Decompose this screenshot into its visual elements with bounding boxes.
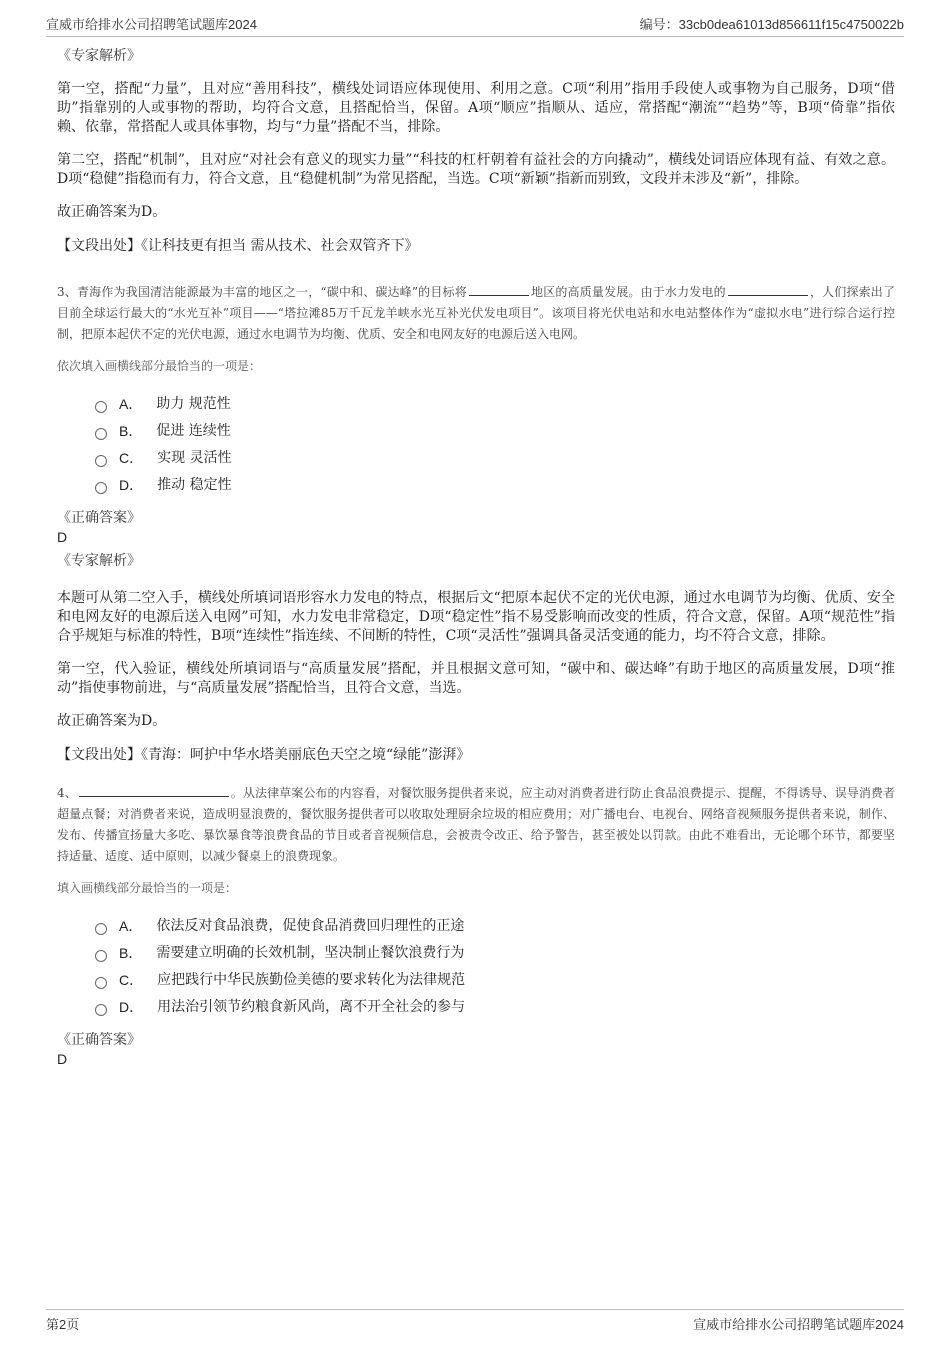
- q2-source: 【文段出处】《让科技更有担当 需从技术、社会双管齐下》: [57, 238, 419, 254]
- footer-page-number: 第2页: [46, 1317, 80, 1332]
- option-letter: C．: [119, 972, 144, 988]
- q4-option-b[interactable]: [95, 940, 895, 967]
- option-letter: D．: [119, 999, 144, 1015]
- option-text: 依法反对食品浪费，促使食品消费回归理性的正途: [156, 918, 465, 934]
- radio-icon[interactable]: [95, 923, 107, 935]
- q3-conclusion: 故正确答案为D。: [57, 713, 167, 729]
- q3-option-c[interactable]: [95, 445, 895, 472]
- q3-answer: D: [57, 529, 68, 545]
- option-letter: A．: [119, 396, 143, 412]
- radio-icon[interactable]: [95, 1004, 107, 1016]
- q3-source: 【文段出处】《青海：呵护中华水塔美丽底色天空之境“绿能”澎湃》: [57, 747, 471, 763]
- q4-option-a[interactable]: [95, 913, 895, 940]
- q4-options: [95, 913, 895, 1021]
- option-text: 推动 稳定性: [157, 477, 232, 493]
- document-body: [57, 46, 895, 1073]
- option-text: 用法治引领节约粮食新风尚，离不开全社会的参与: [157, 999, 466, 1015]
- q3-stem: [57, 282, 895, 345]
- radio-icon[interactable]: [95, 950, 107, 962]
- option-text: 应把践行中华民族勤俭美德的要求转化为法律规范: [157, 972, 466, 988]
- q4-option-d[interactable]: [95, 994, 895, 1021]
- footer-title: 宣威市给排水公司招聘笔试题库2024: [693, 1317, 904, 1332]
- q4-stem: [57, 783, 895, 867]
- option-text: 需要建立明确的长效机制，坚决制止餐饮浪费行为: [156, 945, 465, 961]
- radio-icon[interactable]: [95, 977, 107, 989]
- radio-icon[interactable]: [95, 428, 107, 440]
- q2-conclusion: 故正确答案为D。: [57, 204, 167, 220]
- q4-stem-part-a: 4、: [57, 786, 77, 800]
- q3-blank-1[interactable]: [469, 283, 529, 296]
- header-title: 宣威市给排水公司招聘笔试题库2024: [46, 17, 257, 32]
- option-text: 实现 灵活性: [157, 450, 232, 466]
- q3-stem-part-c: ，人们探索出了目前全球运行最大的“水光互补”项目——“塔拉滩85万千瓦龙羊峡水光互补光伏发电项目”。该项目将光伏电站和水电站整体作为“虚拟水电”进行综合运行控制，把原本起伏不定的光伏电源，通过水电调节为均衡、优质、安全和电网友好的电源后送入电网。: [57, 285, 895, 341]
- option-letter: C．: [119, 450, 144, 466]
- option-letter: B．: [119, 945, 143, 961]
- q4-option-c[interactable]: [95, 967, 895, 994]
- q2-analysis-paragraph-1: 第一空，搭配“力量”，且对应“善用科技”，横线处词语应体现使用、利用之意。C项“利用”指用手段使人或事物为自己服务，D项“借助”指靠别的人或事物的帮助，均符合文意，且搭配恰当，保留。A项“顺应”指顺从、适应，常搭配“潮流”“趋势”等，B项“倚靠”指依赖、依靠，常搭配人或具体事物，均与“力量”搭配不当，排除。: [57, 81, 895, 135]
- q3-option-b[interactable]: [95, 418, 895, 445]
- q3-prompt: 依次填入画横线部分最恰当的一项是：: [57, 359, 262, 373]
- q3-stem-part-a: 3、青海作为我国清洁能源最为丰富的地区之一，“碳中和、碳达峰”的目标将: [57, 285, 467, 299]
- q4-blank[interactable]: [79, 784, 229, 797]
- radio-icon[interactable]: [95, 455, 107, 467]
- header-serial: 编号：33cb0dea61013d856611f15c4750022b: [639, 17, 904, 32]
- page-header: [46, 12, 904, 37]
- q3-analysis-label: 《专家解析》: [57, 553, 141, 569]
- q3-answer-label: 《正确答案》: [57, 510, 141, 526]
- q4-answer: D: [57, 1051, 68, 1067]
- q3-analysis-paragraph-2: 第一空，代入验证，横线处所填词语与“高质量发展”搭配，并且根据文意可知，“碳中和、碳达峰”有助于地区的高质量发展，D项“推动”指使事物前进，与“高质量发展”搭配恰当，且符合文意，当选。: [57, 661, 895, 696]
- q3-blank-2[interactable]: [728, 283, 808, 296]
- q4-answer-label: 《正确答案》: [57, 1032, 141, 1048]
- q3-analysis-paragraph-1: 本题可从第二空入手，横线处所填词语形容水力发电的特点，根据后文“把原本起伏不定的光伏电源，通过水电调节为均衡、优质、安全和电网友好的电源后送入电网”可知，水力发电非常稳定，D项“稳定性”指不易受影响而改变的性质，符合文意，保留。A项“规范性”指合乎规矩与标准的特性，B项“连续性”指连续、不间断的特性，C项“灵活性”强调具备灵活变通的能力，均不符合文意，排除。: [57, 590, 895, 644]
- q3-option-a[interactable]: [95, 391, 895, 418]
- radio-icon[interactable]: [95, 482, 107, 494]
- q3-option-d[interactable]: [95, 472, 895, 499]
- option-letter: B．: [119, 423, 143, 439]
- q3-options: [95, 391, 895, 499]
- q2-analysis-paragraph-2: 第二空，搭配“机制”，且对应“对社会有意义的现实力量”“科技的杠杆朝着有益社会的方向撬动”，横线处词语应体现有益、有效之意。D项“稳健”指稳而有力，符合文意，且“稳健机制”为常见搭配，当选。C项“新颖”指新而别致，文段并未涉及“新”，排除。: [57, 152, 895, 187]
- option-letter: D．: [119, 477, 144, 493]
- radio-icon[interactable]: [95, 401, 107, 413]
- option-text: 促进 连续性: [156, 423, 231, 439]
- option-text: 助力 规范性: [156, 396, 231, 412]
- option-letter: A．: [119, 918, 143, 934]
- q3-stem-part-b: 地区的高质量发展。由于水力发电的: [530, 285, 726, 299]
- q4-stem-part-b: 。从法律草案公布的内容看，对餐饮服务提供者来说，应主动对消费者进行防止食品浪费提示、提醒，不得诱导、误导消费者超量点餐；对消费者来说，造成明显浪费的，餐饮服务提供者可以收取处理厨余垃圾的相应费用；对广播电台、电视台、网络音视频服务提供者来说，制作、发布、传播宣扬量大多吃、暴饮暴食等浪费食品的节目或者音视频信息，会被责令改正、给予警告，甚至被处以罚款。由此不难看出，无论哪个环节，都要坚持适量、适度、适中原则，以减少餐桌上的浪费现象。: [57, 786, 895, 863]
- page-footer: [46, 1309, 904, 1334]
- q2-analysis-label: 《专家解析》: [57, 48, 141, 64]
- q4-prompt: 填入画横线部分最恰当的一项是：: [57, 881, 238, 895]
